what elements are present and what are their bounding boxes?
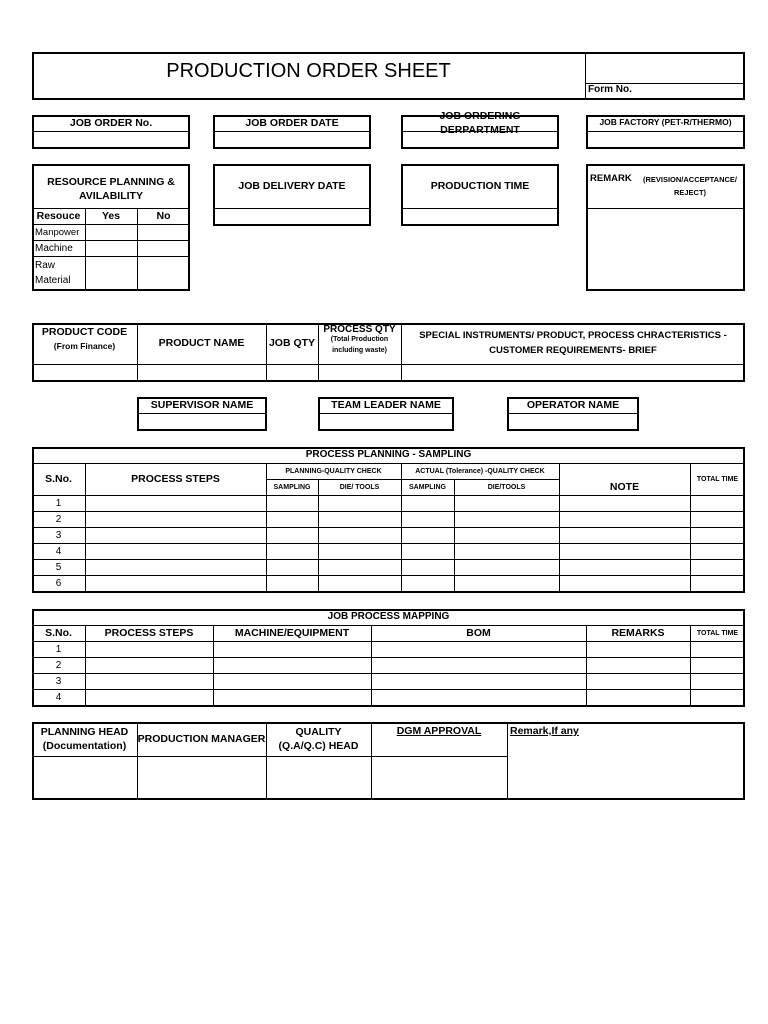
planning-qc-header: PLANNING-QUALITY CHECK [285, 467, 382, 475]
resource-row-raw-material: Raw Material [35, 260, 71, 286]
sampling-row-3: 3 [55, 529, 62, 541]
supervisor-name-label: SUPERVISOR NAME [150, 398, 254, 411]
operator-name-label: OPERATOR NAME [526, 398, 620, 411]
planning-head-label: PLANNING HEAD (Documentation) [40, 725, 129, 752]
sampling-row-2: 2 [55, 513, 62, 525]
sampling-row-4: 4 [55, 545, 62, 557]
mapping-remarks-header: REMARKS [611, 626, 665, 639]
process-qty-label: PROCESS QTY [323, 324, 396, 335]
mapping-row-4: 4 [55, 691, 62, 703]
sampling-note-header: NOTE [609, 480, 640, 493]
dgm-approval-label: DGM APPROVAL [396, 725, 482, 737]
job-delivery-date-label: JOB DELIVERY DATE [238, 179, 346, 192]
mapping-row-1: 1 [55, 643, 62, 655]
resource-row-manpower: Manpower [35, 226, 80, 238]
product-name-label: PRODUCT NAME [158, 337, 245, 350]
mapping-bom-header: BOM [466, 626, 491, 639]
job-qty-label: JOB QTY [268, 337, 316, 350]
actual-die-tools-header: DIE/TOOLS [487, 483, 526, 491]
sampling-title: PROCESS PLANNING - SAMPLING [305, 449, 472, 461]
resource-col-resource: Resouce [36, 209, 81, 222]
production-manager-label: PRODUCTION MANAGER [137, 732, 266, 745]
mapping-total-time-header: TOTAL TIME [696, 629, 739, 637]
sampling-steps-header: PROCESS STEPS [131, 472, 220, 485]
process-qty-header [318, 324, 401, 356]
resource-col-yes: Yes [101, 209, 121, 222]
sampling-row-5: 5 [55, 561, 62, 573]
product-code-header [32, 326, 137, 351]
form-no-label: Form No. [588, 84, 632, 95]
mapping-title: JOB PROCESS MAPPING [327, 611, 450, 623]
product-code-note: (From Finance) [53, 341, 116, 351]
remark-note: (REVISION/ACCEPTANCE/ REJECT) [642, 175, 738, 197]
actual-sampling-header: SAMPLING [409, 483, 446, 491]
resource-col-no: No [156, 209, 171, 222]
mapping-sno-header: S.No. [45, 626, 72, 639]
mapping-machine-header: MACHINE/EQUIPMENT [234, 626, 350, 639]
production-time-label: PRODUCTION TIME [430, 179, 530, 192]
planning-die-tools-header: DIE/ TOOLS [339, 483, 380, 491]
mapping-steps-header: PROCESS STEPS [104, 626, 194, 639]
process-qty-note: (Total Production including waste) [330, 336, 389, 354]
resource-row-machine: Machine [35, 242, 73, 254]
resource-planning-title: RESOURCE PLANNING & AVILABILITY [47, 175, 175, 202]
sampling-sno-header: S.No. [45, 472, 72, 485]
mapping-row-2: 2 [55, 659, 62, 671]
planning-sampling-header: SAMPLING [273, 483, 311, 491]
mapping-row-3: 3 [55, 675, 62, 687]
job-order-no-label: JOB ORDER No. [69, 116, 153, 129]
team-leader-name-label: TEAM LEADER NAME [331, 398, 441, 411]
quality-head-label: QUALITY (Q.A/Q.C) HEAD [278, 725, 359, 752]
remark-label: REMARK [590, 173, 632, 184]
remark-if-any-label: Remark,If any [510, 725, 579, 737]
sampling-row-6: 6 [55, 577, 62, 589]
sampling-row-1: 1 [55, 497, 62, 509]
page-title: PRODUCTION ORDER SHEET [166, 60, 451, 82]
job-ordering-dept-label: JOB ORDERING DERPARTMENT [439, 109, 521, 136]
job-factory-label: JOB FACTORY (PET-R/THERMO) [599, 117, 732, 128]
product-code-label: PRODUCT CODE [41, 326, 128, 338]
job-order-date-label: JOB ORDER DATE [245, 116, 339, 129]
sampling-total-time-header: TOTAL TIME [696, 475, 739, 483]
actual-qc-header: ACTUAL (Tolerance) -QUALITY CHECK [415, 467, 545, 475]
special-requirements-label: SPECIAL INSTRUMENTS/ PRODUCT, PROCESS CHRACTERISTICS - CUSTOMER REQUIREMENTS- BRIEF [419, 329, 727, 356]
